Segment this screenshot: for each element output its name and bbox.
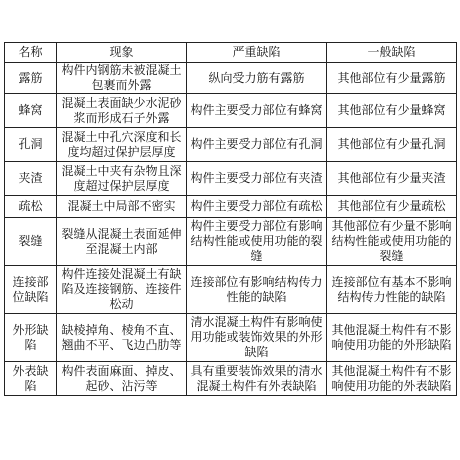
cell-general: 其他部位有少量露筋 <box>327 63 457 94</box>
cell-serious: 构件主要受力部位有疏松 <box>187 196 327 218</box>
cell-serious: 纵向受力筋有露筋 <box>187 63 327 94</box>
cell-serious: 具有重要装饰效果的清水混凝土构件有外表缺陷 <box>187 362 327 396</box>
cell-name: 蜂窝 <box>5 94 57 128</box>
table-row <box>5 314 457 362</box>
cell-phenomenon: 混凝土中局部不密实 <box>57 196 187 218</box>
cell-serious: 构件主要受力部位有孔洞 <box>187 128 327 162</box>
cell-phenomenon: 构件内钢筋未被混凝土包裹而外露 <box>57 63 187 94</box>
cell-serious: 清水混凝土构件有影响使用功能或装饰效果的外形缺陷 <box>187 314 327 362</box>
header-name: 名称 <box>5 43 57 63</box>
cell-phenomenon: 缺棱掉角、棱角不直、翘曲不平、飞边凸肋等 <box>57 314 187 362</box>
cell-general: 其他部位有少量疏松 <box>327 196 457 218</box>
table-row <box>5 196 457 218</box>
cell-name: 露筋 <box>5 63 57 94</box>
cell-general: 其他部位有少量不影响结构性能或使用功能的裂缝 <box>327 218 457 266</box>
cell-serious: 构件主要受力部位有影响结构性能或使用功能的裂缝 <box>187 218 327 266</box>
table-row <box>5 128 457 162</box>
cell-general: 其他混凝土构件有不影响使用功能的外表缺陷 <box>327 362 457 396</box>
cell-name: 外形缺陷 <box>5 314 57 362</box>
cell-name: 疏松 <box>5 196 57 218</box>
table-row <box>5 162 457 196</box>
cell-phenomenon: 混凝土中夹有杂物且深度超过保护层厚度 <box>57 162 187 196</box>
cell-general: 其他混凝土构件有不影响使用功能的外形缺陷 <box>327 314 457 362</box>
cell-phenomenon: 构件表面麻面、掉皮、起砂、沾污等 <box>57 362 187 396</box>
header-phenomenon: 现象 <box>57 43 187 63</box>
cell-phenomenon: 构件连接处混凝土有缺陷及连接钢筋、连接件松动 <box>57 266 187 314</box>
cell-phenomenon: 混凝土中孔穴深度和长度均超过保护层厚度 <box>57 128 187 162</box>
defect-table <box>4 42 457 396</box>
cell-name: 裂缝 <box>5 218 57 266</box>
cell-serious: 构件主要受力部位有夹渣 <box>187 162 327 196</box>
cell-phenomenon: 混凝土表面缺少水泥砂浆而形成石子外露 <box>57 94 187 128</box>
table-row <box>5 362 457 396</box>
cell-phenomenon: 裂缝从混凝土表面延伸至混凝土内部 <box>57 218 187 266</box>
table-row <box>5 218 457 266</box>
cell-general: 其他部位有少量蜂窝 <box>327 94 457 128</box>
cell-general: 其他部位有少量夹渣 <box>327 162 457 196</box>
header-serious-defect: 严重缺陷 <box>187 43 327 63</box>
cell-name: 外表缺陷 <box>5 362 57 396</box>
cell-general: 连接部位有基本不影响结构传力性能的缺陷 <box>327 266 457 314</box>
header-general-defect: 一般缺陷 <box>327 43 457 63</box>
table-row <box>5 63 457 94</box>
cell-name: 连接部位缺陷 <box>5 266 57 314</box>
table-row <box>5 266 457 314</box>
cell-serious: 连接部位有影响结构传力性能的缺陷 <box>187 266 327 314</box>
table-row <box>5 94 457 128</box>
cell-name: 夹渣 <box>5 162 57 196</box>
cell-serious: 构件主要受力部位有蜂窝 <box>187 94 327 128</box>
cell-name: 孔洞 <box>5 128 57 162</box>
header-row <box>5 43 457 63</box>
cell-general: 其他部位有少量孔洞 <box>327 128 457 162</box>
